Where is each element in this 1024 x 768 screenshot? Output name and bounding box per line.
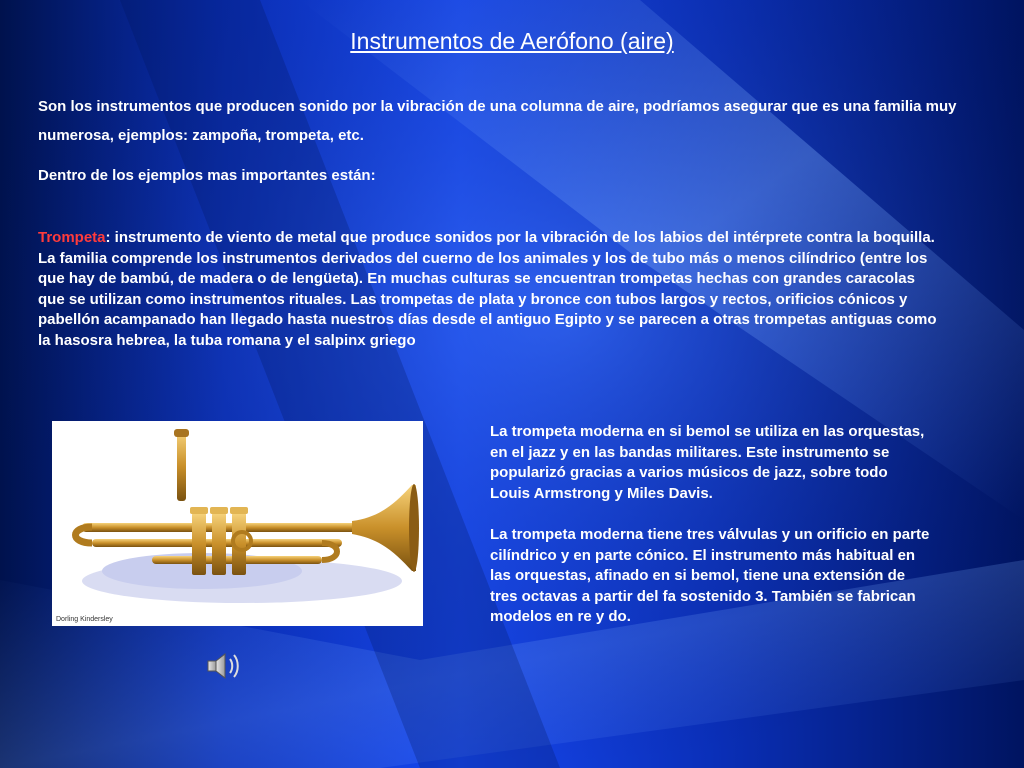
trumpet-description: : instrumento de viento de metal que produce sonidos por la vibración de los labios del intérprete contra la boquilla. La familia comprende los instrumentos derivados del cuerno de los animales y los de tubo más o menos cilíndrico (entre los que hay de bambú, de madera o de lengüeta). En muchas culturas se encuentran trompetas hechas con grandes caracolas que se utilizan como instrumentos rituales. Las trompetas de plata y bronce con tubos largos y rectos, orificios cónicos y pabellón acampanado han llegado hasta nuestros días desde el antiguo Egipto y se parecen a otras trompetas antiguas como la hasosra hebrea, la tuba romana y el salpinx griego [38,229,937,349]
modern-trumpet-paragraph-1: La trompeta moderna en si bemol se utiliza en las orquestas, en el jazz y en las bandas militares. Este instrumento se popularizó gracias a varios músicos de jazz, sobre todo Louis Armstrong y Miles Davis. [490,423,925,502]
examples-heading: Dentro de los ejemplos mas importantes están: [38,167,376,184]
speaker-icon[interactable] [205,650,243,682]
trumpet-image [52,421,423,626]
page-title: Instrumentos de Aerófono (aire) [350,28,674,54]
modern-trumpet-paragraph-2: La trompeta moderna tiene tres válvulas y un orificio en parte cilíndrico y en parte cónico. El instrumento más habitual en las orquestas, afinado en si bemol, tiene una extensión de tres octavas a partir del fa sostenido 3. También se fabrican modelos en re y do. [490,526,930,625]
trumpet-term: Trompeta [38,229,106,246]
trumpet-icon [52,421,423,626]
image-credit: Dorling Kindersley [56,616,113,623]
trumpet-paragraph [38,228,938,351]
intro-paragraph: Son los instrumentos que producen sonido por la vibración de una columna de aire, podríamos asegurar que es una familia muy numerosa, ejemplos: zampoña, trompeta, etc. [38,98,957,144]
